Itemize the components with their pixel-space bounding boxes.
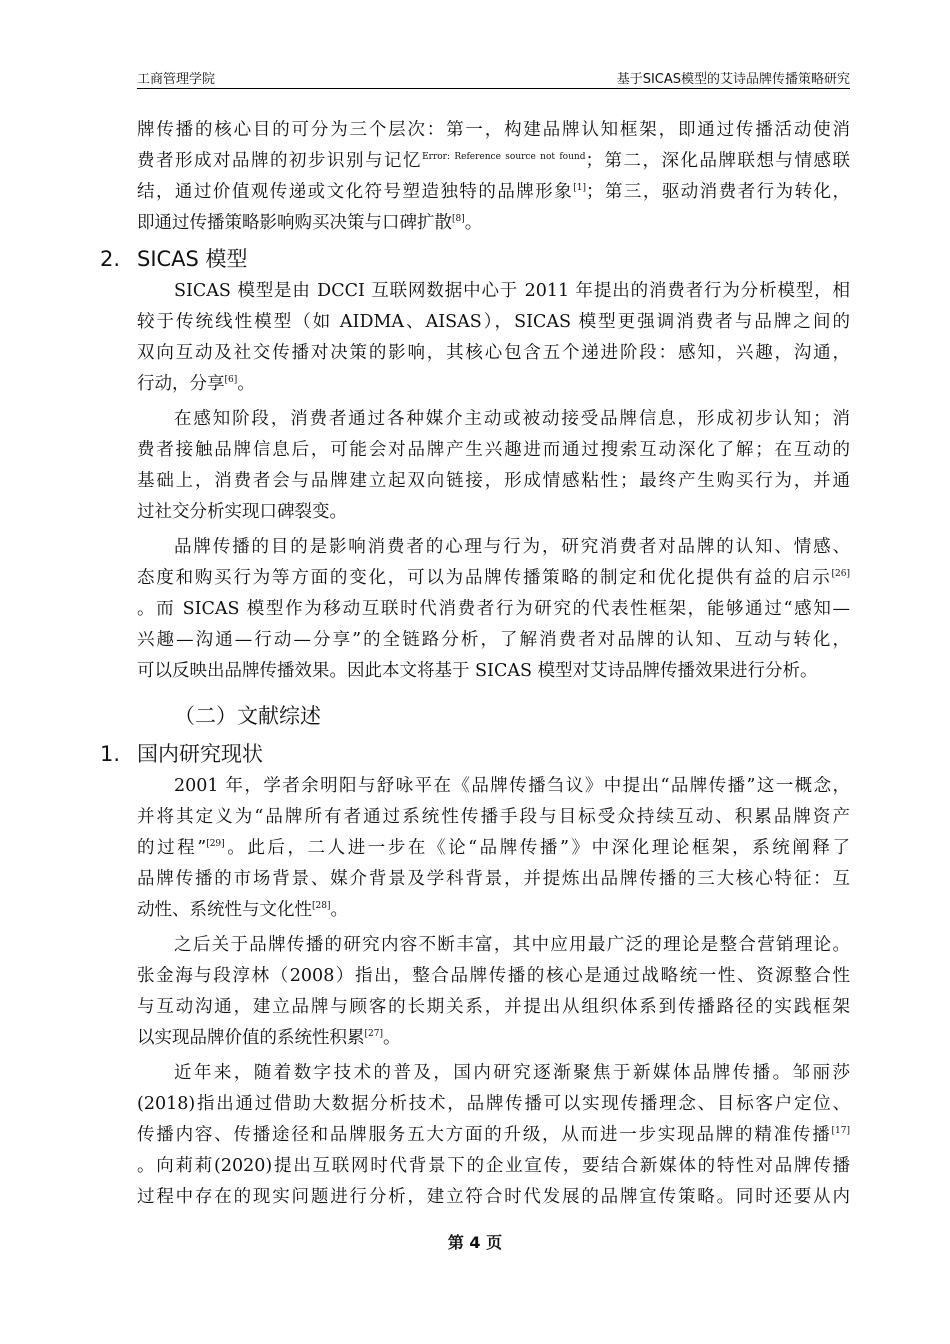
citation: [27]: [364, 1029, 383, 1039]
text-line: 双向互动及社交传播对决策的影响，其核心包含五个递进阶段：感知，兴趣，沟通，: [137, 343, 850, 363]
section-heading-domestic-research: [100, 737, 263, 771]
section-heading-literature-review: [174, 699, 321, 733]
section-title: （二）文献综述: [174, 704, 321, 728]
text-line: 近年来，随着数字技术的普及，国内研究逐渐聚焦于新媒体品牌传播。邹丽莎: [174, 1063, 850, 1083]
text-line: 动性、系统性与文化性[28]。: [137, 900, 348, 920]
reference-error: Error: Reference source not found: [422, 152, 586, 162]
citation: [26]: [831, 569, 850, 579]
section-number: 2.: [100, 247, 121, 271]
text-line: 以实现品牌价值的系统性积累[27]。: [137, 1028, 401, 1048]
text-line: 的过程”[29]。此后，二人进一步在《论“品牌传播”》中深化理论框架，系统阐释了: [137, 838, 850, 858]
text-line: SICAS 模型是由 DCCI 互联网数据中心于 2011 年提出的消费者行为分析模型，相: [174, 281, 850, 301]
citation: [6]: [224, 375, 238, 385]
section-number: 1.: [100, 742, 121, 766]
text-line: 与互动沟通，建立品牌与顾客的长期关系，并提出从组织体系到传播路径的实践框架: [137, 997, 850, 1017]
citation: [8]: [452, 214, 465, 224]
citation: [17]: [831, 1126, 850, 1136]
text-line: 费者形成对品牌的初步识别与记忆$^{Error: Reference source not found}$；第二，深化品牌联想与情感联: [137, 151, 851, 171]
citation: [1]: [573, 183, 586, 193]
text-line: 在感知阶段，消费者通过各种媒介主动或被动接受品牌信息，形成初步认知；消: [174, 409, 850, 429]
text-line: 。而 SICAS 模型作为移动互联时代消费者行为研究的代表性框架，能够通过“感知—: [137, 599, 850, 619]
text-line: 费者接触品牌信息后，可能会对品牌产生兴趣进而通过搜索互动深化了解；在互动的: [137, 440, 850, 460]
text-line: 。向莉莉(2020)提出互联网时代背景下的企业宣传，要结合新媒体的特性对品牌传播: [137, 1156, 850, 1176]
text-line: 即通过传播策略影响购买决策与口碑扩散[8]。: [137, 213, 483, 233]
text-line: 牌传播的核心目的可分为三个层次：第一，构建品牌认知框架，即通过传播活动使消: [137, 120, 850, 140]
header-institution: 工商管理学院: [137, 72, 216, 87]
header-thesis-title: 基于SICAS模型的艾诗品牌传播策略研究: [616, 72, 850, 87]
text-line: 2001 年，学者余明阳与舒咏平在《品牌传播刍议》中提出“品牌传播”这一概念，: [174, 776, 850, 796]
page-number: 第 4 页: [447, 1233, 503, 1252]
citation: [29]: [206, 839, 225, 849]
text-line: 品牌传播的目的是影响消费者的心理与行为，研究消费者对品牌的认知、情感、: [174, 537, 850, 557]
text-line: 较于传统线性模型（如 AIDMA、AISAS），SICAS 模型更强调消费者与品牌之间的: [137, 312, 850, 332]
text-line: 基础上，消费者会与品牌建立起双向链接，形成情感粘性；最终产生购买行为，并通: [137, 471, 850, 491]
section-title: 国内研究现状: [137, 742, 263, 766]
running-header: [137, 68, 850, 88]
text-line: 过社交分析实现口碑裂变。: [137, 502, 347, 522]
text-line: 态度和购买行为等方面的变化，可以为品牌传播策略的制定和优化提供有益的启示[26]: [137, 568, 850, 588]
header-rule: [137, 88, 850, 89]
text-line: (2018)指出通过借助大数据分析技术，品牌传播可以实现传播理念、目标客户定位、: [137, 1094, 850, 1114]
text-line: 行动，分享[6]。: [137, 374, 255, 394]
text-line: 结，通过价值观传递或文化符号塑造独特的品牌形象[1]；第三，驱动消费者行为转化，: [137, 182, 851, 202]
text-line: 过程中存在的现实问题进行分析，建立符合时代发展的品牌宣传策略。同时还要从内: [137, 1187, 850, 1207]
text-line: 可以反映出品牌传播效果。因此本文将基于 SICAS 模型对艾诗品牌传播效果进行分析。: [137, 661, 818, 681]
text-line: 兴趣—沟通—行动—分享”的全链路分析，了解消费者对品牌的认知、互动与转化，: [137, 630, 850, 650]
text-line: 传播内容、传播途径和品牌服务五大方面的升级，从而进一步实现品牌的精准传播[17]: [137, 1125, 850, 1145]
section-heading-sicas: [100, 242, 248, 276]
text-line: 张金海与段淳林（2008）指出，整合品牌传播的核心是通过战略统一性、资源整合性: [137, 966, 850, 986]
citation: [28]: [312, 901, 331, 911]
section-title: SICAS 模型: [137, 247, 248, 271]
text-line: 之后关于品牌传播的研究内容不断丰富，其中应用最广泛的理论是整合营销理论。: [174, 935, 850, 955]
text-line: 品牌传播的市场背景、媒介背景及学科背景，并提炼出品牌传播的三大核心特征：互: [137, 869, 850, 889]
text-line: 并将其定义为“品牌所有者通过系统性传播手段与目标受众持续互动、积累品牌资产: [137, 807, 850, 827]
